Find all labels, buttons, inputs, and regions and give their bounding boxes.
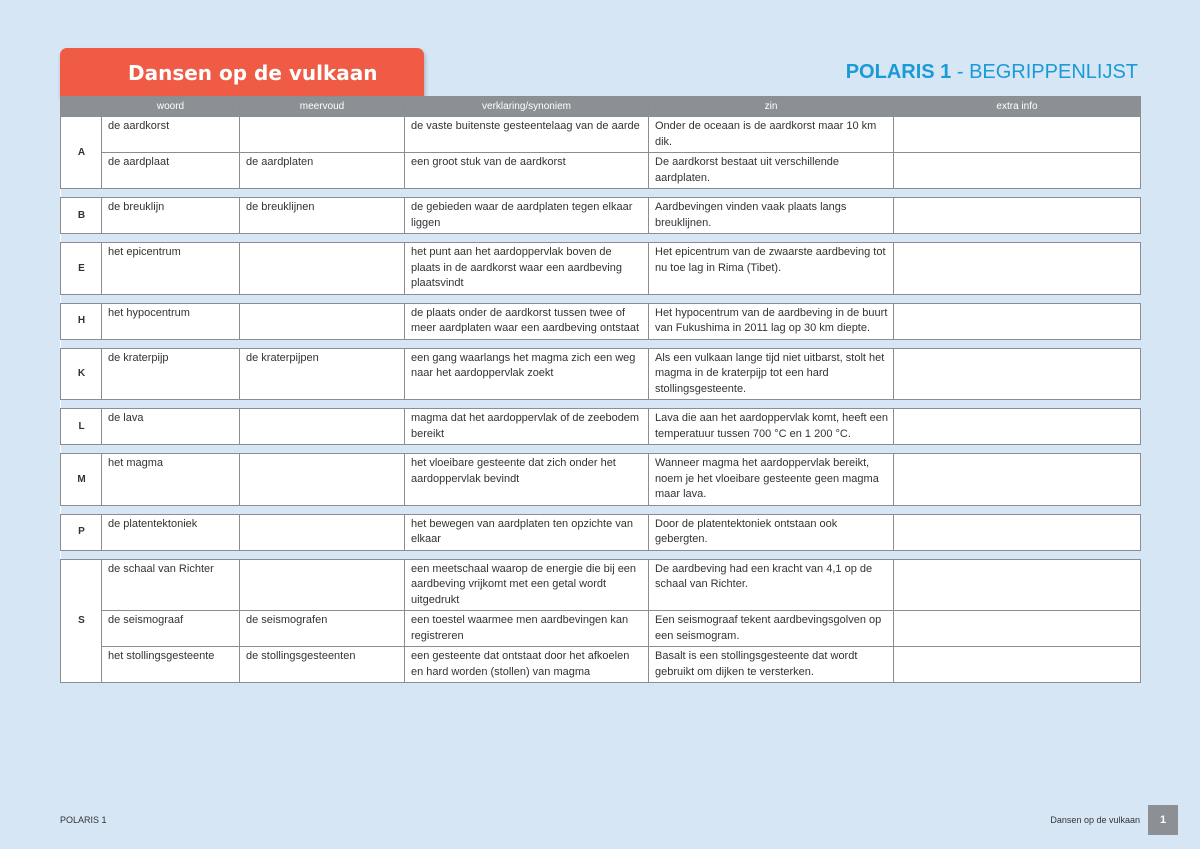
sentence-cell: De aardkorst bestaat uit verschillende aardplaten.	[649, 153, 894, 189]
page-number: 1	[1148, 805, 1178, 835]
table-row	[61, 409, 1141, 445]
column-header-meervoud: meervoud	[240, 97, 405, 117]
plural-cell: de kraterpijpen	[240, 348, 405, 400]
definition-cell: de gebieden waar de aardplaten tegen elkaar liggen	[405, 198, 649, 234]
term-cell: de aardplaat	[102, 153, 240, 189]
brand-name: POLARIS 1	[845, 61, 952, 83]
term-cell: het magma	[102, 454, 240, 506]
brand-subtitle: BEGRIPPENLIJST	[969, 61, 1138, 83]
extra-info-cell	[894, 117, 1141, 153]
term-cell: het stollingsgesteente	[102, 647, 240, 683]
definition-cell: een gang waarlangs het magma zich een weg naar het aardoppervlak zoekt	[405, 348, 649, 400]
term-cell: het hypocentrum	[102, 303, 240, 339]
group-spacer-cell	[61, 294, 1141, 303]
term-cell: de schaal van Richter	[102, 559, 240, 611]
term-cell: de breuklijn	[102, 198, 240, 234]
plural-cell: de breuklijnen	[240, 198, 405, 234]
glossary-sheet	[60, 96, 1140, 683]
plural-cell	[240, 243, 405, 295]
table-row	[61, 303, 1141, 339]
term-cell: de platentektoniek	[102, 514, 240, 550]
table-row	[61, 153, 1141, 189]
table-header-row	[61, 97, 1141, 117]
brand-separator: -	[951, 61, 970, 83]
extra-info-cell	[894, 153, 1141, 189]
table-row	[61, 647, 1141, 683]
table-row	[61, 243, 1141, 295]
letter-cell: A	[61, 117, 102, 189]
plural-cell	[240, 559, 405, 611]
plural-cell	[240, 409, 405, 445]
sentence-cell: Door de platentektoniek ontstaan ook gebergten.	[649, 514, 894, 550]
definition-cell: een groot stuk van de aardkorst	[405, 153, 649, 189]
plural-cell: de stollingsgesteenten	[240, 647, 405, 683]
extra-info-cell	[894, 514, 1141, 550]
plural-cell	[240, 514, 405, 550]
table-row	[61, 514, 1141, 550]
extra-info-cell	[894, 559, 1141, 611]
group-spacer-cell	[61, 505, 1141, 514]
column-header-verklaring: verklaring/synoniem	[405, 97, 649, 117]
sentence-cell: Als een vulkaan lange tijd niet uitbarst, stolt het magma in de kraterpijp tot een hard stollingsgesteente.	[649, 348, 894, 400]
sentence-cell: Een seismograaf tekent aardbevingsgolven op een seismogram.	[649, 611, 894, 647]
group-spacer	[61, 339, 1141, 348]
group-spacer	[61, 550, 1141, 559]
table-row	[61, 611, 1141, 647]
column-header-woord: woord	[102, 97, 240, 117]
letter-cell: L	[61, 409, 102, 445]
brand-heading	[846, 61, 1138, 84]
letter-cell: E	[61, 243, 102, 295]
definition-cell: het vloeibare gesteente dat zich onder het aardoppervlak bevindt	[405, 454, 649, 506]
column-header-extra-info: extra info	[894, 97, 1141, 117]
extra-info-cell	[894, 348, 1141, 400]
sentence-cell: Het epicentrum van de zwaarste aardbeving tot nu toe lag in Rima (Tibet).	[649, 243, 894, 295]
extra-info-cell	[894, 454, 1141, 506]
definition-cell: de vaste buitenste gesteentelaag van de aarde	[405, 117, 649, 153]
column-header-zin: zin	[649, 97, 894, 117]
sentence-cell: Aardbevingen vinden vaak plaats langs breuklijnen.	[649, 198, 894, 234]
definition-cell: magma dat het aardoppervlak of de zeebodem bereikt	[405, 409, 649, 445]
group-spacer	[61, 505, 1141, 514]
group-spacer-cell	[61, 234, 1141, 243]
group-spacer	[61, 294, 1141, 303]
group-spacer	[61, 445, 1141, 454]
group-spacer-cell	[61, 189, 1141, 198]
table-row	[61, 559, 1141, 611]
column-header-letter	[61, 97, 102, 117]
group-spacer-cell	[61, 550, 1141, 559]
page-title: Dansen op de vulkaan	[128, 61, 378, 85]
sentence-cell: Lava die aan het aardoppervlak komt, heeft een temperatuur tussen 700 °C en 1 200 °C.	[649, 409, 894, 445]
group-spacer	[61, 400, 1141, 409]
extra-info-cell	[894, 647, 1141, 683]
definition-cell: een toestel waarmee men aardbevingen kan registreren	[405, 611, 649, 647]
definition-cell: het bewegen van aardplaten ten opzichte van elkaar	[405, 514, 649, 550]
letter-cell: P	[61, 514, 102, 550]
group-spacer	[61, 189, 1141, 198]
glossary-table	[60, 96, 1141, 683]
letter-cell: K	[61, 348, 102, 400]
term-cell: de kraterpijp	[102, 348, 240, 400]
extra-info-cell	[894, 243, 1141, 295]
definition-cell: het punt aan het aardoppervlak boven de plaats in de aardkorst waar een aardbeving plaatsvindt	[405, 243, 649, 295]
term-cell: de aardkorst	[102, 117, 240, 153]
term-cell: de lava	[102, 409, 240, 445]
definition-cell: de plaats onder de aardkorst tussen twee of meer aardplaten waar een aardbeving ontstaat	[405, 303, 649, 339]
letter-cell: S	[61, 559, 102, 683]
extra-info-cell	[894, 409, 1141, 445]
table-row	[61, 117, 1141, 153]
letter-cell: H	[61, 303, 102, 339]
footer-chapter: Dansen op de vulkaan	[1050, 815, 1140, 825]
extra-info-cell	[894, 611, 1141, 647]
letter-cell: M	[61, 454, 102, 506]
sentence-cell: Basalt is een stollingsgesteente dat wordt gebruikt om dijken te versterken.	[649, 647, 894, 683]
sentence-cell: De aardbeving had een kracht van 4,1 op de schaal van Richter.	[649, 559, 894, 611]
glossary-body	[61, 117, 1141, 683]
term-cell: de seismograaf	[102, 611, 240, 647]
sentence-cell: Wanneer magma het aardoppervlak bereikt, noem je het vloeibare gesteente geen magma maar lava.	[649, 454, 894, 506]
group-spacer	[61, 234, 1141, 243]
table-row	[61, 454, 1141, 506]
extra-info-cell	[894, 303, 1141, 339]
sentence-cell: Het hypocentrum van de aardbeving in de buurt van Fukushima in 2011 lag op 30 km diepte.	[649, 303, 894, 339]
table-row	[61, 198, 1141, 234]
plural-cell	[240, 117, 405, 153]
footer-series: POLARIS 1	[60, 815, 107, 825]
letter-cell: B	[61, 198, 102, 234]
term-cell: het epicentrum	[102, 243, 240, 295]
extra-info-cell	[894, 198, 1141, 234]
plural-cell	[240, 303, 405, 339]
plural-cell: de seismografen	[240, 611, 405, 647]
sentence-cell: Onder de oceaan is de aardkorst maar 10 km dik.	[649, 117, 894, 153]
title-tab	[60, 48, 424, 96]
table-row	[61, 348, 1141, 400]
group-spacer-cell	[61, 400, 1141, 409]
plural-cell: de aardplaten	[240, 153, 405, 189]
group-spacer-cell	[61, 445, 1141, 454]
plural-cell	[240, 454, 405, 506]
group-spacer-cell	[61, 339, 1141, 348]
definition-cell: een meetschaal waarop de energie die bij een aardbeving vrijkomt met een getal wordt uitgedrukt	[405, 559, 649, 611]
definition-cell: een gesteente dat ontstaat door het afkoelen en hard worden (stollen) van magma	[405, 647, 649, 683]
